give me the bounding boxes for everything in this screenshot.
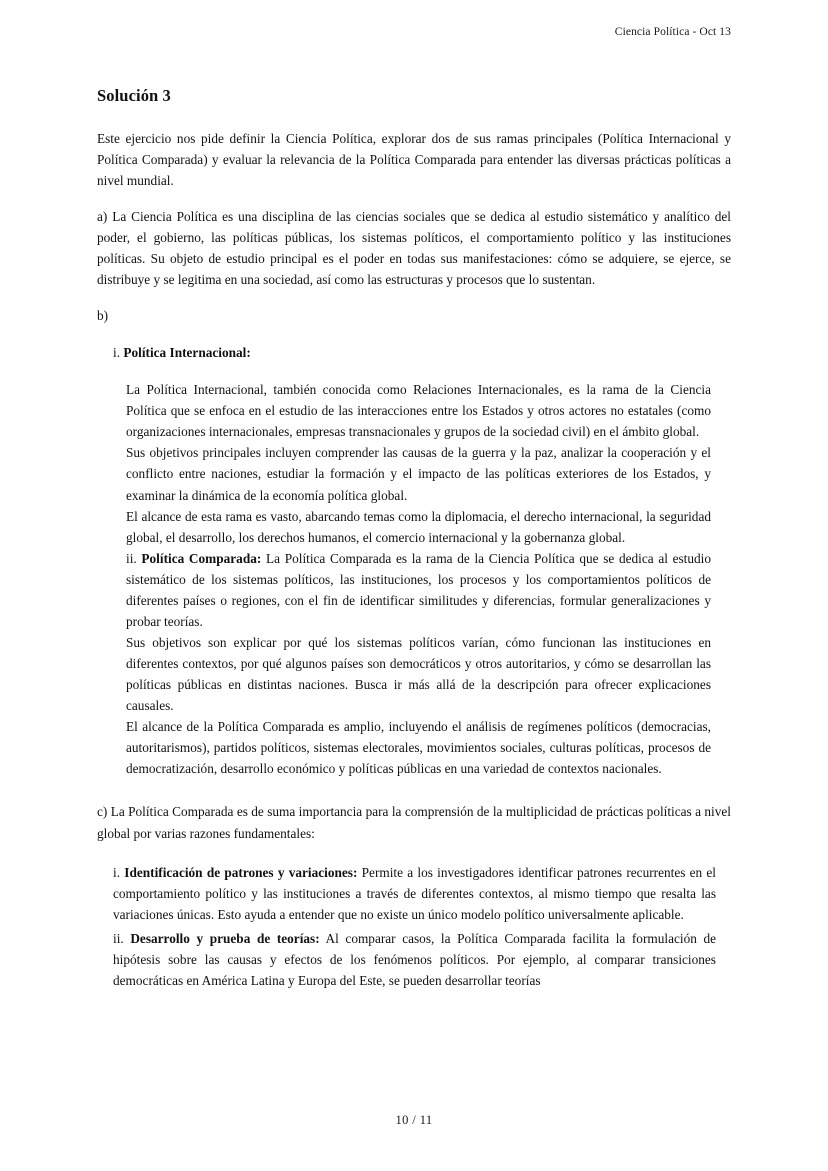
item-colon: :	[256, 550, 262, 566]
paragraph: Sus objetivos son explicar por qué los sistemas políticos varían, cómo funcionan las instituciones en diferentes contextos, por qué algunos países son democráticos y otros autoritarios, y cómo se desarrollan las políticas públicas en distintas naciones. Busca ir más allá de la descripción para ofrecer explicaciones causales.	[126, 634, 711, 714]
spacer	[97, 779, 731, 801]
item-colon: :	[246, 344, 251, 360]
item-marker-ii: ii.	[113, 931, 124, 947]
page-number-footer: 10 / 11	[395, 1113, 433, 1127]
list-item	[113, 862, 716, 925]
paragraph: El alcance de esta rama es vasto, abarcando temas como la diplomacia, el derecho internacional, la seguridad global, el desarrollo, los derechos humanos, el comercio internacional y la gobernanza global.	[126, 508, 711, 545]
paragraph: Sus objetivos principales incluyen comprender las causas de la guerra y la paz, analizar la cooperación y el conflicto entre naciones, estudiar la formación y el impacto de las políticas exteriores de los Estados, y examinar la dinámica de la economía política global.	[126, 445, 711, 503]
item-term-politica-comparada: Política Comparada	[141, 550, 257, 566]
item-term-identificacion-de-patrones: Identificación de patrones y variaciones	[124, 864, 353, 880]
running-header: Ciencia Política - Oct 13	[614, 26, 731, 38]
list-item	[113, 928, 716, 991]
item-term-politica-internacional: Política Internacional	[123, 344, 247, 360]
item-colon: :	[352, 864, 358, 880]
item-text: Al comparar casos, la Política Comparada facilita la formulación de hipótesis sobre las causas y efectos de los fenómenos políticos. Por ejemplo, al comparar transiciones democráticas en América Latina y Europa del Este, se pueden desarrollar teorías	[113, 931, 717, 989]
document-body	[97, 86, 731, 991]
item-text: Permite a los investigadores identificar patrones recurrentes en el comportamiento político y las instituciones a través de diferentes contextos, al mismo tiempo que resalta las variaciones únicas. Esto ayuda a entender que no existe un único modelo político universalmente aplicable.	[113, 864, 717, 923]
section-b-block	[113, 342, 716, 779]
section-c-intro-paragraph: c) La Política Comparada es de suma importancia para la comprensión de la multiplicidad de prácticas políticas a nivel global por varias razones fundamentales:	[97, 804, 731, 841]
item-marker-ii: ii.	[126, 550, 137, 566]
paragraph: El alcance de la Política Comparada es amplio, incluyendo el análisis de regímenes políticos (democracias, autoritarismos), partidos políticos, sistemas electorales, movimientos sociales, culturas políticas, procesos de democratización, desarrollo económico y políticas públicas en una variedad de contextos nacionales.	[126, 719, 711, 777]
section-b-item-i-heading	[113, 342, 716, 363]
section-a-paragraph: a) La Ciencia Política es una disciplina de las ciencias sociales que se dedica al estudio sistemático y analítico del poder, el gobierno, las políticas públicas, los sistemas políticos, el comportamiento político y las instituciones políticas. Su objeto de estudio principal es el poder en todas sus manifestaciones: cómo se adquiere, se ejerce, se distribuye y se legitima en una sociedad, así como las estructuras y procesos que lo sustentan.	[97, 208, 731, 288]
item-lead-text: La Política Comparada es la rama de la Ciencia Política que se dedica al estudio sistemático de los sistemas políticos, las instituciones, los procesos y los comportamientos políticos de diferentes países o regiones, con el fin de identificar similitudes y diferencias, formular generalizaciones y probar teorías.	[126, 550, 712, 629]
section-b-label: b)	[97, 307, 109, 323]
intro-paragraph: Este ejercicio nos pide definir la Ciencia Política, explorar dos de sus ramas principales (Política Internacional y Política Comparada) y evaluar la relevancia de la Política Comparada para entender las diversas prácticas políticas a nivel mundial.	[97, 130, 731, 189]
section-c-list	[113, 862, 716, 991]
page-title: Solución 3	[97, 86, 171, 105]
item-marker-i: i.	[113, 344, 121, 360]
item-marker-i: i.	[113, 864, 121, 880]
item-term-desarrollo-y-prueba-de-teorias: Desarrollo y prueba de teorías	[130, 931, 316, 947]
item-colon: :	[315, 931, 320, 947]
paragraph: La Política Internacional, también conocida como Relaciones Internacionales, es la rama de la Ciencia Política que se enfoca en el estudio de las interacciones entre los Estados y otros actores no estatales (como organizaciones internacionales, empresas transnacionales y grupos de la sociedad civil) en el ámbito global.	[126, 382, 711, 440]
section-b-item-ii-heading	[126, 548, 711, 632]
section-b-item-i-body	[126, 379, 711, 779]
